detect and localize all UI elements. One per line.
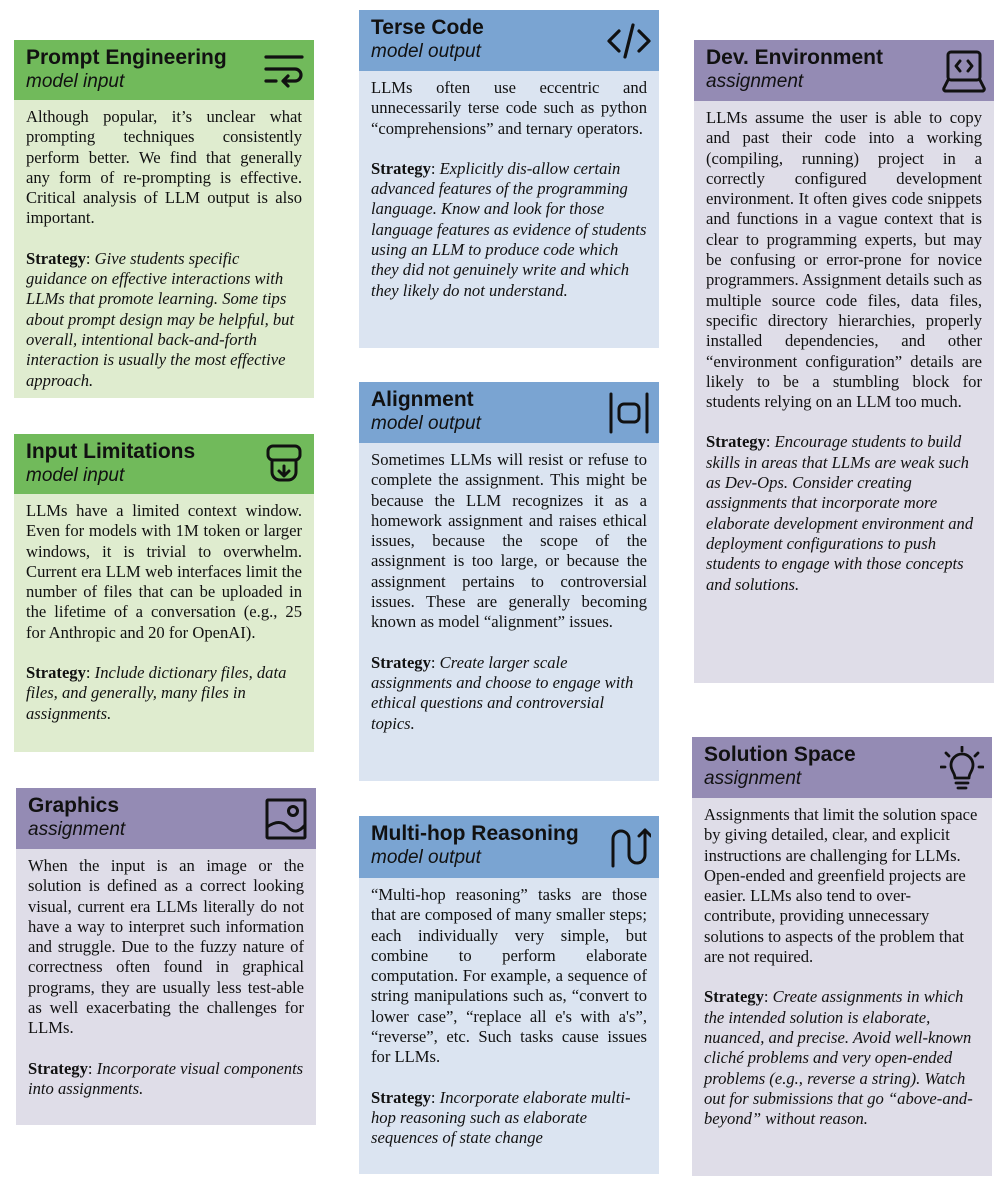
- strategy-text: Strategy: Encourage students to build skills in areas that LLMs are weak such as Dev-Ops. Consider creating assignments that incorporate more elaborate development environment and deployment configurations to push students to engage with those concepts and solutions.: [706, 432, 974, 594]
- strategy-text: Strategy: Incorporate visual components into assignments.: [28, 1058, 304, 1098]
- strategy-content: Incorporate elaborate multi-hop reasoning such as elaborate sequences of state change: [371, 1087, 631, 1148]
- card-body: [359, 878, 659, 1174]
- card-category: assignment: [704, 768, 802, 789]
- strategy-text: Strategy: Create assignments in which the intended solution is elaborate, nuanced, and precise. Avoid well-known cliché problems and very open-ended problems (e.g., reverse a string). Watch out for submissions that go “above-and-beyond” without reason.: [704, 987, 973, 1129]
- card-body: [14, 494, 314, 752]
- lightbulb-icon: [940, 746, 984, 790]
- card-multi-hop-reasoning: [359, 816, 659, 1174]
- card-header: [14, 434, 314, 494]
- card-description: Sometimes LLMs will resist or refuse to complete the assignment. This might be because the LLM recognizes it as a homework assignment and raises ethical issues, because the scope of the assignment is too large, or because the assignment pertains to controversial issues. These are generally becoming known as model “alignment” issues.: [371, 450, 647, 632]
- card-category: model input: [26, 71, 125, 92]
- strategy-label: Strategy: [371, 158, 431, 178]
- card-input-limitations: [14, 434, 314, 752]
- card-category: assignment: [28, 819, 126, 840]
- download-box-icon: [262, 442, 306, 486]
- strategy-label: Strategy: [371, 652, 431, 672]
- card-description: LLMs have a limited context window. Even for models with 1M token or larger windows, it is trivial to overwhelm. Current era LLM web interfaces limit the number of files that can be uploaded in the lifetime of a conversation (e.g., 25 for Anthropic and 20 for OpenAI).: [26, 501, 302, 642]
- card-title: Prompt Engineering: [26, 46, 227, 69]
- strategy-text: Strategy: Incorporate elaborate multi-hop reasoning such as elaborate sequences of state change: [371, 1087, 631, 1148]
- card-title: Terse Code: [371, 16, 484, 39]
- strategy-content: Encourage students to build skills in areas that LLMs are weak such as Dev-Ops. Consider creating assignments that incorporate more elaborate development environment and deployment configurations to push students to engage with those concepts and solutions.: [706, 432, 974, 594]
- strategy-text: Strategy: Give students specific guidance on effective interactions with LLMs that promote learning. Some tips about prompt design may be helpful, but overall, intentional back-and-forth interaction is usually the most effective approach.: [26, 248, 295, 390]
- card-description: LLMs assume the user is able to copy and past their code into a working (compiling, running) project in a correctly configured development environment. It often gives code snippets and functions in a vague context that is clear to programming experts, but may be confusing or error-prone for novice programmers. Assignment details such as multiple source code files, data files, specific directory hierarchies, properly installed dependencies, and other “environment configuration” details are likely to be a stumbling block for students relying on an LLM too much.: [706, 108, 982, 412]
- strategy-label: Strategy: [706, 432, 766, 452]
- text-wrap-icon: [262, 48, 306, 92]
- card-body: [692, 798, 992, 1176]
- card-body: [16, 849, 316, 1125]
- strategy-content: Create larger scale assignments and choose to engage with ethical questions and controversial topics.: [371, 652, 634, 733]
- code-icon: [607, 19, 651, 63]
- card-graphics: [16, 788, 316, 1125]
- card-description: LLMs often use eccentric and unnecessarily terse code such as python “comprehensions” and ternary operators.: [371, 78, 647, 138]
- card-title: Solution Space: [704, 743, 856, 766]
- card-category: model input: [26, 465, 125, 486]
- card-category: assignment: [706, 71, 804, 92]
- card-title: Multi-hop Reasoning: [371, 822, 579, 845]
- card-terse-code: [359, 10, 659, 348]
- strategy-text: Strategy: Create larger scale assignments and choose to engage with ethical questions and controversial topics.: [371, 652, 634, 733]
- strategy-text: Strategy: Explicitly dis-allow certain advanced features of the programming language. Know and look for those language features as evidence of students using an LLM to produce code which they did not genuinely write and which they likely do not understand.: [371, 158, 647, 300]
- strategy-content: Include dictionary files, data files, and generally, many files in assignments.: [26, 663, 287, 723]
- card-header: [359, 382, 659, 443]
- card-header: [14, 40, 314, 100]
- strategy-content: Incorporate visual components into assignments.: [28, 1058, 304, 1098]
- card-description: Although popular, it’s unclear what prompting techniques consistently perform better. We find that generally any form of re-prompting is effective. Critical analysis of LLM output is also important.: [26, 107, 302, 228]
- card-description: When the input is an image or the solution is defined as a correct looking visual, current era LLMs literally do not have a way to interpret such information and struggle. Due to the fuzzy nature of correctness often found in graphical programs, they are usually less test-able as well exacerbating the challenges for LLMs.: [28, 856, 304, 1038]
- card-body: [359, 443, 659, 781]
- strategy-content: Create assignments in which the intended solution is elaborate, nuanced, and precise. Avoid well-known cliché problems and very open-ended problems (e.g., reverse a string). Watch out for submissions that go “above-and-beyond” without reason.: [704, 987, 973, 1129]
- laptop-code-icon: [942, 49, 986, 93]
- card-header: [16, 788, 316, 849]
- card-title: Input Limitations: [26, 440, 196, 463]
- card-body: [359, 71, 659, 348]
- strategy-text: Strategy: Include dictionary files, data files, and generally, many files in assignments.: [26, 663, 287, 723]
- card-body: [14, 100, 314, 398]
- card-header: [694, 40, 994, 101]
- card-title: Alignment: [371, 388, 474, 411]
- strategy-label: Strategy: [26, 663, 86, 683]
- card-header: [359, 816, 659, 878]
- strategy-label: Strategy: [704, 987, 764, 1007]
- card-alignment: [359, 382, 659, 781]
- card-solution-space: [692, 737, 992, 1176]
- card-description: Assignments that limit the solution space by giving detailed, clear, and explicit instructions are challenging for LLMs. Open-ended and greenfield projects are easier. LLMs also tend to over-contribute, providing unnecessary solutions to aspects of the problem that are not required.: [704, 805, 978, 967]
- card-prompt-engineering: [14, 40, 314, 398]
- card-title: Dev. Environment: [706, 46, 883, 69]
- card-category: model output: [371, 847, 481, 868]
- u-turn-up-icon: [607, 825, 651, 869]
- card-category: model output: [371, 413, 481, 434]
- align-center-icon: [607, 391, 651, 435]
- strategy-content: Give students specific guidance on effective interactions with LLMs that promote learning. Some tips about prompt design may be helpful, but overall, intentional back-and-forth interaction is usually the most effective approach.: [26, 248, 295, 390]
- card-header: [692, 737, 992, 798]
- card-title: Graphics: [28, 794, 120, 817]
- strategy-label: Strategy: [26, 248, 86, 268]
- card-category: model output: [371, 41, 481, 62]
- strategy-label: Strategy: [28, 1058, 88, 1078]
- image-icon: [264, 797, 308, 841]
- card-dev-environment: [694, 40, 994, 683]
- strategy-label: Strategy: [371, 1087, 431, 1107]
- strategy-content: Explicitly dis-allow certain advanced features of the programming language. Know and look for those language features as evidence of students using an LLM to produce code which they did not genuinely write and which they likely do not understand.: [371, 158, 647, 300]
- card-body: [694, 101, 994, 683]
- card-description: “Multi-hop reasoning” tasks are those that are composed of many smaller steps; each individually very simple, but combine to perform elaborate computation. For example, a sequence of string manipulations such as, “convert to lower case”, “replace all e's with a's”, “reverse”, etc. Such tasks cause issues for LLMs.: [371, 885, 647, 1067]
- card-header: [359, 10, 659, 71]
